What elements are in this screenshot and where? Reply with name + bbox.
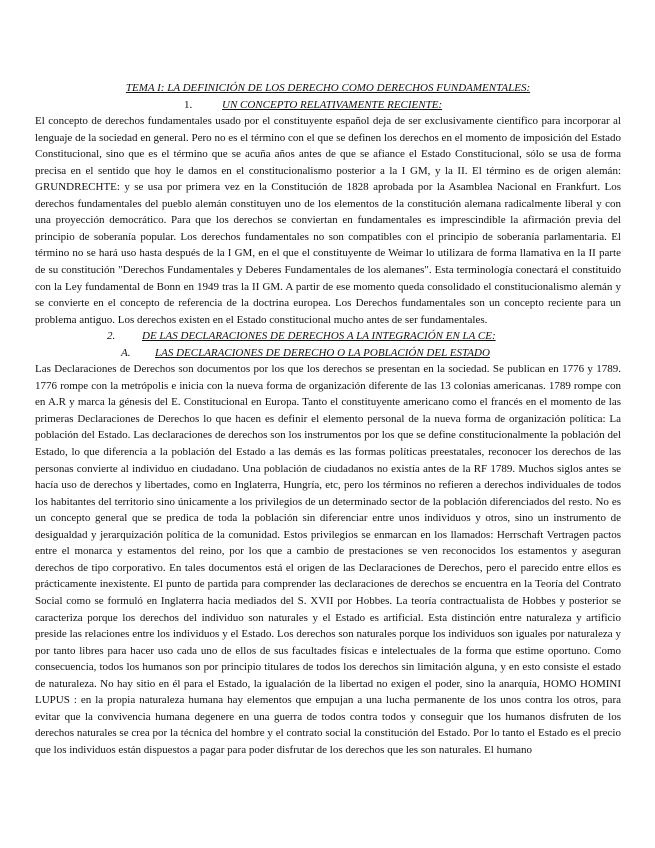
- section-2a-heading: [35, 345, 621, 362]
- section-2-heading: [35, 328, 621, 345]
- section-2a-title: LAS DECLARACIONES DE DERECHO O LA POBLACIÓN DEL ESTADO: [155, 346, 490, 359]
- section-1-heading: [35, 97, 621, 114]
- document-title: TEMA I: LA DEFINICIÓN DE LOS DERECHO COMO DERECHOS FUNDAMENTALES:: [125, 82, 531, 94]
- section-2-number: 2.: [107, 330, 116, 343]
- section-2a-paragraph: Las Declaraciones de Derechos son documentos por los que los derechos se presentan en la sociedad. Se publican en 1776 y 1789. 1776 rompe con la metrópolis e inicia con la nueva forma de organización diferente de las 13 colonias americanas. 1789 rompe con en A.R y marca la génesis del E. Constitucional en Europa. Tanto el constituyente americano como el francés en el momento de las primeras Declaraciones de Derechos lo que hacen es definir el elemento personal de la nueva forma de organización política: La población del Estado. Las declaraciones de derechos son los instrumentos por los que se define constitucionalmente la población del Estado, lo que diferencia a la población del Estado a las demás es las formas políticas preestatales, reconocer los derechos de las personas convierte al individuo en ciudadano. Una población de ciudadanos no existía antes de la RF 1789. Muchos siglos antes se hacía uso de derechos y libertades, como en Inglaterra, Hungría, etc, pero los términos no refieren a derechos individuales de todos los habitantes del territorio sino únicamente a los privilegios de un determinado sector de la población diferenciados del resto. No es un concepto general que se predica de toda la población sin diferenciar entre unos individuos y otros, sino un instrumento de desigualdad y jerarquización política de la comunidad. Estos privilegios se enmarcan en los llamados: Herrschaft Vertragen pactos entre el monarca y estamentos del reino, por los que a cambio de prestaciones se ven reconocidos los estamentos y aseguran derechos de tipo corporativo. En tales documentos está el origen de las Declaraciones de Derechos, pero el parecido entre ellos es prácticamente inexistente. El punto de partida para comprender las declaraciones de derechos se encuentra en la Teoría del Contrato Social como se formuló en Inglaterra hacia mediados del S. XVII por Hobbes. La teoría contractualista de Hobbes y posterior se caracteriza porque los derechos del individuo son naturales y el Estado es artificial. Esta distinción entre naturaleza y artificio preside las relaciones entre los individuos y el Estado. Los derechos son naturales porque los individuos son iguales por naturaleza y por tanto libres para hacer uso cada uno de ellos de sus facultades físicas e intelectuales de la forma que estime oportuno. Como consecuencia, todos los humanos son por principio titulares de todos los derechos sin limitación alguna, y en esto consiste el estado de naturaleza. No hay sitio en él para el Estado, la igualación de la libertad no exigen el poder, sino la anarquía, HOMO HOMINI LUPUS : en la propia naturaleza humana hay elementos que empujan a una lucha permanente de los unos contra los otros, para evitar que la convivencia humana degenere en una guerra de todos contra todos y conseguir que los humanos disfruten de los derechos naturales se crea por la técnica del hombre y el contrato social la constitución del Estado. Por lo tanto el Estado es el precio que los individuos están dispuestos a pagar para poder disfrutar de los derechos que les son naturales. El humano: [35, 363, 621, 756]
- section-2-title: DE LAS DECLARACIONES DE DERECHOS A LA INTEGRACIÓN EN LA CE:: [142, 330, 496, 343]
- document-body: [35, 80, 621, 758]
- section-1-title: UN CONCEPTO RELATIVAMENTE RECIENTE:: [222, 98, 443, 111]
- section-1-paragraph: El concepto de derechos fundamentales usado por el constituyente español deja de ser exclusivamente científico para incorporar al lenguaje de la sociedad en general. Pero no es el término con el que se definen los derechos en el momento de imposición del Estado Constitucional, sino que es el término que se acuña años antes de que se afiance el Estado Constitucional, sólo se usa de forma precisa en el sentido que hoy le damos en el constitucionalismo posterior a la I GM, y la II. El término es de origen alemán: GRUNDRECHTE: y se usa por primera vez en la Constitución de 1828 aprobada por la Asamblea Nacional en Frankfurt. Los derechos fundamentales del pueblo alemán constituyen uno de los elementos de la constitución alemana radicalmente liberal y con una proyección democrático. Para que los derechos se conviertan en fundamentales es imprescindible la afirmación previa del principio de soberanía popular. Los derechos fundamentales no son compatibles con el principio de soberanía parlamentaria. El término no se hará uso hasta después de la I GM, en el que el constituyente de Weimar lo utilizara de forma llamativa en la II parte de su constitución "Derechos Fundamentales y Deberes Fundamentales de los alemanes". Esta terminología conectará el constituido con la Ley fundamental de Bonn en 1949 tras la II GM. A partir de ese momento queda consolidado el constitucionalismo alemán y se convierte en el concepto de referencia de la doctrina europea. Los Derechos fundamentales son un concepto reciente para un problema antiguo. Los derechos existen en el Estado constitucional mucho antes de ser fundamentales.: [35, 115, 621, 326]
- section-1-number: 1.: [184, 98, 193, 111]
- section-2a-number: A.: [121, 346, 131, 359]
